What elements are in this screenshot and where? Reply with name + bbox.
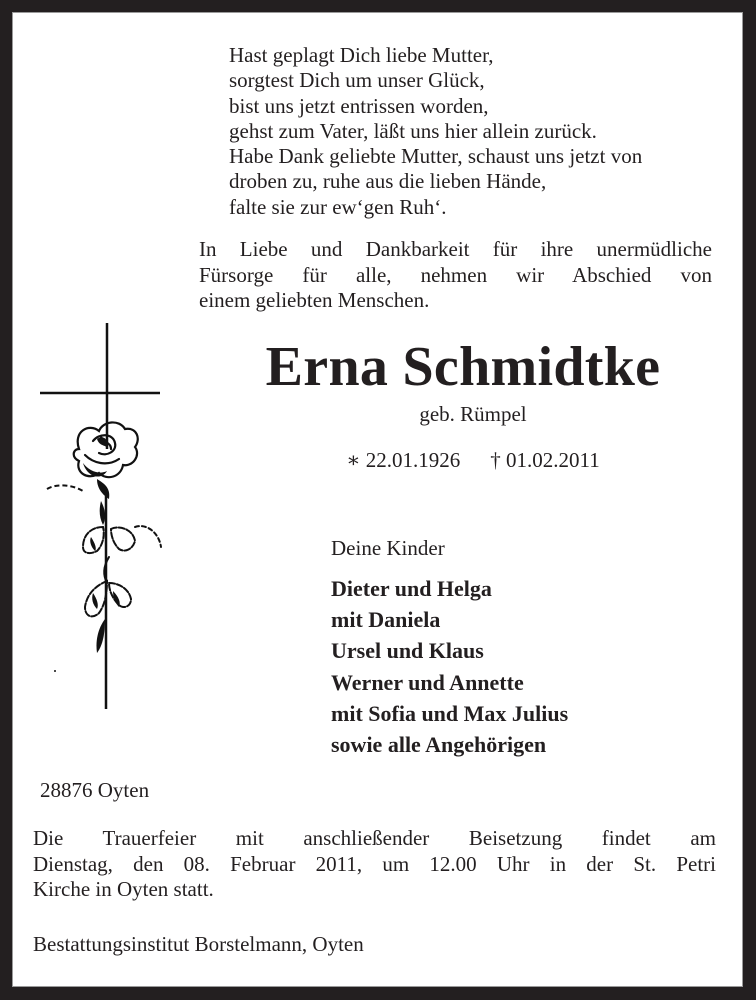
mourner-line: Werner und Annette — [331, 669, 524, 695]
life-dates — [243, 447, 703, 473]
poem-line: Habe Dank geliebte Mutter, schaust uns jetzt von — [229, 144, 643, 169]
death-dagger-icon: † — [490, 448, 501, 472]
ceremony-line: Kirche in Oyten statt. — [33, 877, 214, 901]
mourners-label: Deine Kinder — [331, 536, 445, 560]
ceremony-line: Dienstag, den 08. Februar 2011, um 12.00 Uhr in der St. Petri — [33, 851, 716, 876]
poem — [229, 43, 642, 220]
dedication — [199, 237, 712, 314]
ceremony-notice — [33, 826, 716, 903]
poem-line: sorgtest Dich um unser Glück, — [229, 68, 485, 93]
mourner-line: mit Sofia und Max Julius — [331, 700, 569, 726]
poem-line: droben zu, ruhe aus die lieben Hände, — [229, 169, 547, 194]
death-date: 01.02.2011 — [506, 448, 600, 472]
mourner-line: Ursel und Klaus — [331, 638, 484, 664]
cross-with-rose-icon — [37, 321, 169, 713]
poem-line: gehst zum Vater, läßt uns hier allein zurück. — [229, 118, 597, 143]
maiden-name: geb. Rümpel — [419, 402, 527, 426]
poem-line: Hast geplagt Dich liebe Mutter, — [229, 43, 494, 67]
dedication-line: einem geliebten Menschen. — [199, 288, 430, 312]
place: 28876 Oyten — [40, 778, 150, 802]
poem-line: falte sie zur ew‘gen Ruh‘. — [229, 194, 447, 219]
mourners-list — [331, 573, 568, 760]
mourner-line: Dieter und Helga — [331, 576, 492, 601]
mourner-line: mit Daniela — [331, 607, 441, 633]
funeral-home: Bestattungsinstitut Borstelmann, Oyten — [33, 932, 364, 956]
birth-star-icon: ∗ — [346, 448, 361, 472]
dedication-line: Fürsorge für alle, nehmen wir Abschied von — [199, 262, 712, 287]
birth-date: 22.01.1926 — [365, 448, 461, 472]
deceased-name: Erna Schmidtke — [265, 336, 661, 398]
poem-line: bist uns jetzt entrissen worden, — [229, 93, 489, 118]
dedication-line: In Liebe und Dankbarkeit für ihre unermüdliche — [199, 237, 712, 261]
ceremony-line: Die Trauerfeier mit anschließender Beisetzung findet am — [33, 826, 716, 850]
mourner-line: sowie alle Angehörigen — [331, 732, 547, 758]
obituary-page — [12, 12, 743, 987]
